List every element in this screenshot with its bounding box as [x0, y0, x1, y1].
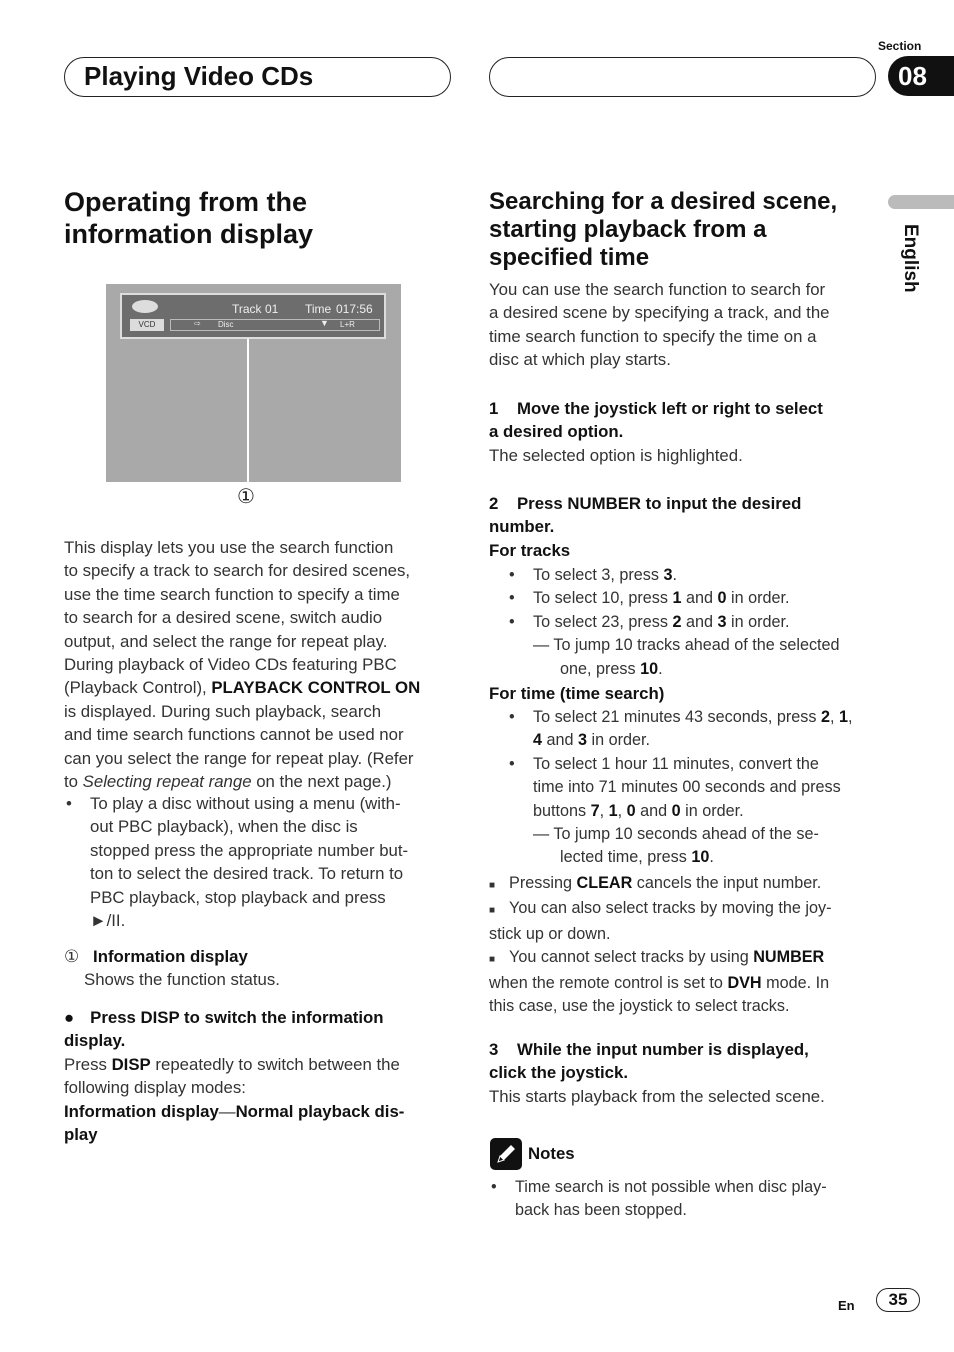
disp-step-title-line: Press DISP to switch the information	[90, 1008, 384, 1027]
para-text: to	[64, 772, 83, 792]
right-heading-line: specified time	[489, 244, 650, 271]
track-label: Track	[232, 302, 262, 316]
bullet-line: out PBC playback), when the disc is	[90, 817, 358, 837]
step3-title: click the joystick.	[489, 1063, 628, 1083]
header-right-frame	[489, 57, 876, 97]
list-item	[489, 706, 884, 729]
step3-title: 3 While the input number is displayed,	[489, 1040, 809, 1059]
square-item	[489, 946, 881, 971]
audio-label: L+R	[340, 320, 355, 329]
vcd-badge: VCD	[130, 319, 164, 331]
left-bullet	[64, 792, 456, 932]
bullet-dot-icon: •	[509, 754, 515, 773]
item-text: To select 23, press	[533, 612, 673, 631]
callout-number: ①	[237, 486, 255, 508]
para-line: is displayed. During such playback, search	[64, 701, 382, 721]
step1-title: a desired option.	[489, 422, 624, 442]
item-bold: 10	[640, 659, 659, 678]
item-text: in order.	[726, 589, 790, 608]
item-bold: CLEAR	[576, 874, 633, 892]
item-bold: 3	[663, 566, 673, 584]
disp-step	[64, 1006, 456, 1146]
item-bold: 2	[672, 612, 682, 631]
item-text: To select 3, press	[533, 566, 664, 584]
para-bold: PLAYBACK CONTROL ON	[211, 678, 421, 698]
item-text: .	[709, 848, 714, 867]
item-text: ,	[599, 801, 609, 820]
mode-name: Normal playback dis-	[235, 1101, 405, 1121]
page-title: Playing Video CDs	[84, 61, 314, 91]
item-bold: 3	[578, 731, 588, 750]
item-text: lected time, press	[560, 848, 692, 867]
filled-circle-icon: ●	[64, 1008, 75, 1027]
note-item-cont: back has been stopped.	[515, 1201, 687, 1220]
para-line: This display lets you use the search function	[64, 538, 394, 557]
tracks-list	[489, 564, 881, 681]
item-bold: 2	[820, 708, 830, 726]
item-text: cancels the input number.	[632, 874, 822, 892]
right-intro	[489, 278, 881, 372]
list-item	[489, 587, 881, 610]
item-bold: 1	[838, 708, 848, 726]
item-text: You cannot select tracks by using	[509, 948, 754, 967]
bullet-text	[64, 792, 456, 932]
left-heading	[64, 186, 313, 250]
item-bold: NUMBER	[753, 948, 825, 967]
bullet-dot-icon: •	[491, 1178, 497, 1196]
item-text: ,	[617, 801, 627, 820]
list-item-cont	[489, 800, 884, 823]
info-description: Shows the function status.	[84, 970, 280, 990]
square-item-cont	[489, 972, 881, 995]
sub-item: — To jump 10 seconds ahead of the se-	[533, 825, 819, 844]
step2-title: number.	[489, 517, 555, 537]
desc-bold: DISP	[111, 1054, 151, 1074]
bullet-line: To play a disc without using a menu (with-	[90, 794, 401, 813]
audio-icon: ▼	[320, 318, 329, 328]
callout-line	[247, 339, 249, 489]
bullet-line: ►/II.	[90, 911, 126, 931]
disp-step-title-line: display.	[64, 1031, 126, 1051]
note-item	[489, 1176, 881, 1199]
square-item-cont: this case, use the joystick to select tracks.	[489, 997, 790, 1016]
square-item	[489, 872, 881, 897]
item-text: ,	[829, 708, 839, 726]
list-item-cont	[489, 729, 884, 752]
intro-line: time search function to specify the time on a	[489, 326, 817, 346]
square-bullet-icon: ■	[489, 880, 496, 891]
para-line: to specify a track to search for desired scenes,	[64, 561, 411, 581]
item-bold: 4	[533, 731, 543, 750]
item-text: and	[681, 612, 718, 631]
info-number: ①	[64, 947, 80, 966]
bullet-dot-icon: •	[509, 612, 515, 631]
left-heading-line2: information display	[64, 219, 314, 249]
para-line: During playback of Video CDs featuring PBC	[64, 655, 397, 675]
square-item-cont: stick up or down.	[489, 924, 611, 943]
intro-line: disc at which play starts.	[489, 350, 671, 370]
section-label: Section	[878, 39, 922, 53]
disp-step-title	[64, 1006, 456, 1029]
item-bold: DVH	[727, 973, 762, 992]
track-value: 01	[265, 302, 279, 316]
item-bold: 3	[717, 612, 727, 631]
item-text: in order.	[680, 801, 744, 820]
desc-text: repeatedly to switch between the	[150, 1054, 400, 1074]
mode-name: Information display	[64, 1101, 219, 1121]
item-text: Time search is not possible when disc play-	[515, 1178, 827, 1196]
desc-text: Press	[64, 1054, 112, 1074]
item-text: when the remote control is set to	[489, 973, 728, 992]
bullet-dot-icon: •	[509, 589, 515, 608]
disp-step-desc-line: following display modes:	[64, 1078, 246, 1098]
square-bullet-icon: ■	[489, 905, 496, 917]
item-text: in order.	[587, 731, 651, 750]
disp-step-desc	[64, 1053, 456, 1076]
bullet-line: stopped press the appropriate number but-	[90, 840, 409, 860]
item-text: and	[542, 731, 579, 750]
item-bold: 0	[671, 801, 681, 820]
item-text: To select 1 hour 11 minutes, convert the	[533, 754, 819, 773]
item-text: buttons	[533, 801, 591, 820]
mode-sep: —	[218, 1101, 236, 1121]
step1	[489, 397, 881, 467]
item-text: You can also select tracks by moving the joy-	[509, 899, 832, 918]
right-heading-line: Searching for a desired scene,	[489, 188, 838, 215]
item-text: in order.	[726, 612, 790, 631]
right-heading	[489, 188, 837, 272]
list-item-cont: time into 71 minutes 00 seconds and press	[533, 778, 841, 797]
language-tab	[888, 195, 954, 209]
para-text: (Playback Control),	[64, 678, 212, 698]
time-label: Time	[305, 302, 332, 316]
item-text: and	[635, 801, 672, 820]
section-number: 08	[888, 56, 954, 96]
intro-line: a desired scene by specifying a track, and the	[489, 303, 830, 323]
item-bold: 1	[672, 589, 682, 608]
disc-icon	[132, 300, 158, 313]
item-text: mode. In	[761, 973, 830, 992]
item-bold: 0	[626, 801, 636, 820]
bullet-dot-icon: •	[66, 794, 72, 813]
para-italic: Selecting repeat range	[82, 772, 252, 792]
for-tracks-label: For tracks	[489, 540, 571, 560]
square-item	[489, 897, 881, 922]
para-line: use the time search function to specify a time	[64, 584, 400, 604]
para-text: on the next page.)	[251, 772, 392, 792]
item-text: To select 10, press	[533, 589, 673, 608]
notes-pencil-icon	[490, 1138, 522, 1170]
item-text: ,	[847, 708, 853, 726]
item-text: To select 21 minutes 43 seconds, press	[533, 708, 821, 726]
sub-item	[489, 658, 881, 681]
square-bullet-icon: ■	[489, 954, 496, 966]
list-item	[489, 564, 881, 587]
for-time-label: For time (time search)	[489, 684, 665, 703]
notes-title: Notes	[528, 1144, 575, 1163]
right-heading-line: starting playback from a	[489, 216, 767, 243]
info-item	[64, 945, 456, 992]
para-line	[64, 770, 456, 793]
item-text: .	[672, 566, 677, 584]
intro-paragraph	[64, 536, 456, 793]
intro-line: You can use the search function to search for	[489, 280, 826, 299]
step2	[489, 492, 881, 562]
item-bold: 10	[691, 848, 710, 867]
sub-item: — To jump 10 tracks ahead of the selected	[533, 636, 840, 655]
bullet-dot-icon: •	[509, 708, 515, 726]
display-modes	[64, 1100, 456, 1123]
time-value: 017:56	[336, 302, 373, 316]
item-bold: 7	[590, 801, 600, 820]
para-line: can you select the range for repeat play. (Refer	[64, 748, 414, 768]
notes-list	[489, 1176, 881, 1223]
step3-desc: This starts playback from the selected scene.	[489, 1086, 825, 1106]
item-bold: 0	[717, 589, 727, 608]
language-label: English	[900, 224, 921, 293]
item-text: Pressing	[509, 874, 577, 892]
list-item	[489, 611, 881, 634]
item-bold: 1	[608, 801, 618, 820]
item-text: one, press	[560, 659, 641, 678]
step2-title: 2 Press NUMBER to input the desired	[489, 494, 802, 513]
left-heading-line1: Operating from the	[64, 187, 308, 217]
time-list	[489, 706, 884, 870]
bullet-line: PBC playback, stop playback and press	[90, 887, 386, 907]
display-bar	[120, 293, 386, 339]
para-line	[64, 676, 456, 699]
mode-name: play	[64, 1125, 98, 1145]
step1-desc: The selected option is highlighted.	[489, 445, 743, 465]
footer-lang: En	[838, 1298, 855, 1313]
para-line: to search for a desired scene, switch audio	[64, 608, 383, 628]
item-text: and	[681, 589, 718, 608]
list-item	[489, 753, 884, 776]
step1-title: 1 Move the joystick left or right to select	[489, 399, 823, 418]
display-illustration	[106, 284, 401, 482]
para-line: and time search functions cannot be used nor	[64, 725, 404, 745]
disc-arrow-icon: ⇨	[194, 319, 201, 328]
sub-item	[489, 846, 884, 869]
info-title: Information display	[93, 947, 248, 966]
bullet-dot-icon: •	[509, 566, 515, 584]
page-number: 35	[876, 1288, 920, 1312]
square-notes	[489, 872, 881, 1018]
step3	[489, 1038, 881, 1108]
para-line: output, and select the range for repeat play.	[64, 631, 388, 651]
disc-label: Disc	[218, 320, 234, 329]
item-text: .	[658, 659, 663, 678]
bullet-line: ton to select the desired track. To return to	[90, 864, 404, 884]
